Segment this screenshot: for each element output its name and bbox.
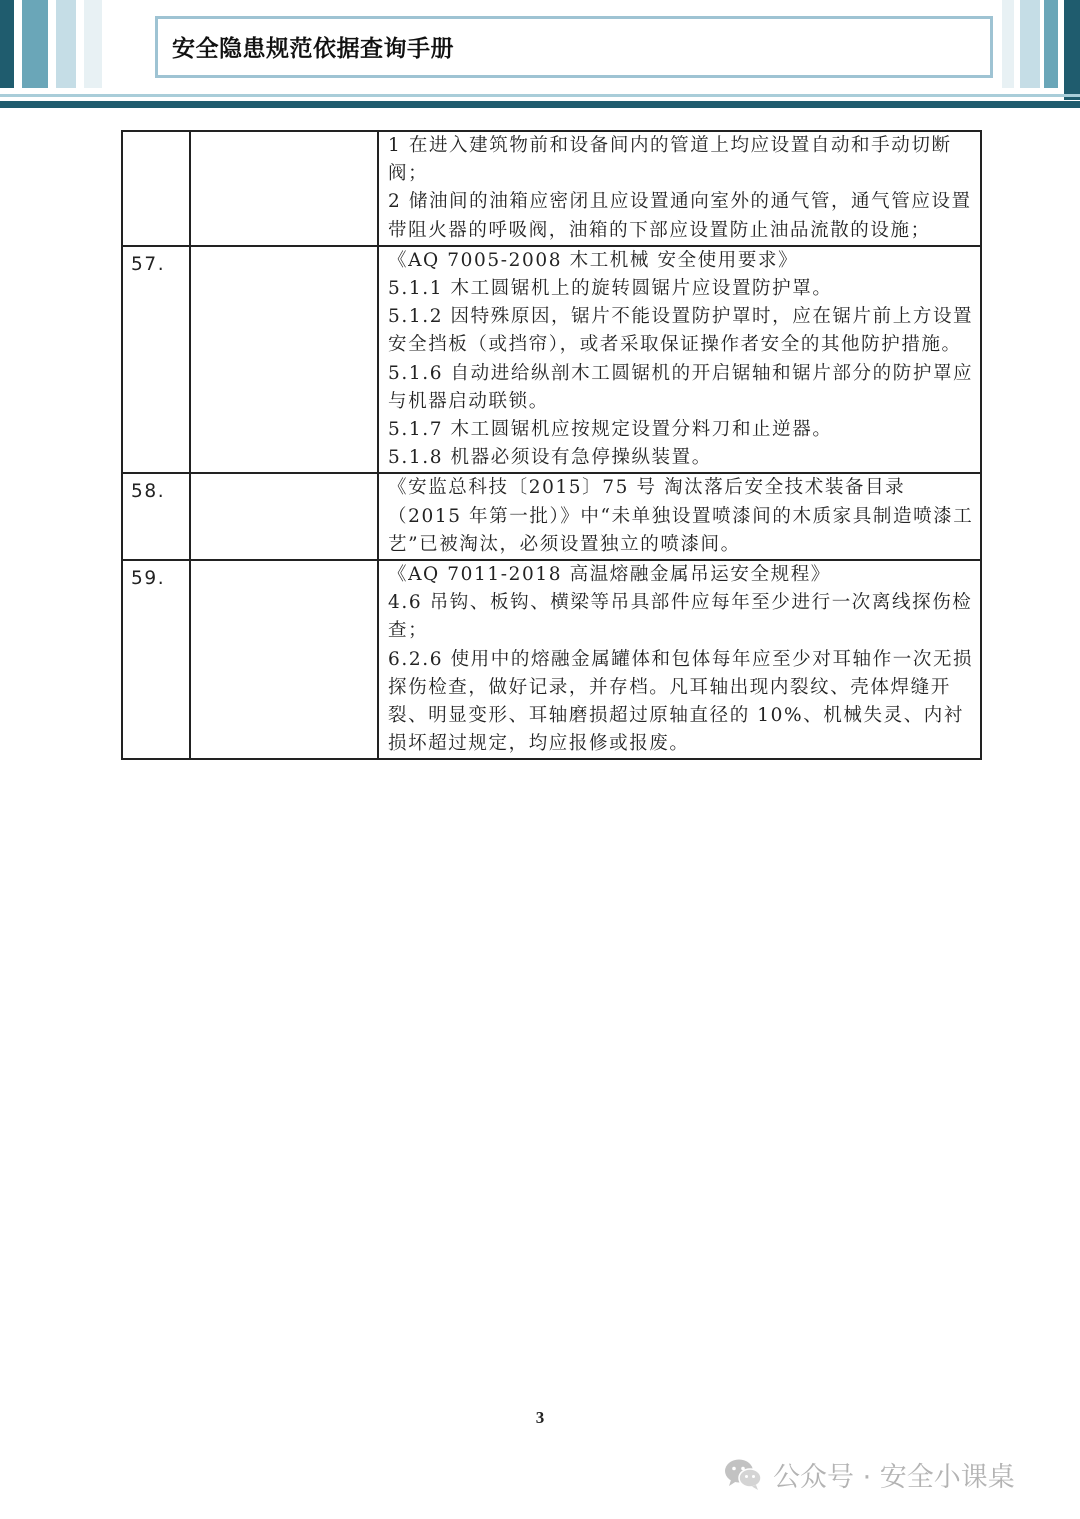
basis-clause: 1 在进入建筑物前和设备间内的管道上均应设置自动和手动切断阀； <box>388 135 952 185</box>
page-number: 3 <box>535 1408 545 1427</box>
basis-clause: 2 储油间的油箱应密闭且应设置通向室外的通气管，通气管应设置带阻火器的呼吸阀，油箱的下部应设置防止油品流散的设施； <box>388 191 972 241</box>
basis-clause: 6.2.6 使用中的熔融金属罐体和包体每年应至少对耳轴作一次无损探伤检查，做好记录，并存档。凡耳轴出现内裂纹、壳体焊缝开裂、明显变形、耳轴磨损超过原轴直径的 10%、机械失灵、内衬损坏超过规定，均应报修或报废。 <box>388 648 974 755</box>
basis-cell <box>378 131 981 246</box>
table-row <box>122 246 981 474</box>
row-number-cell: 58. <box>122 473 190 560</box>
table-row <box>122 473 981 560</box>
basis-clause: 5.1.8 机器必须设有急停操纵装置。 <box>388 447 712 469</box>
watermark-text: 公众号 · 安全小课桌 <box>773 1461 1015 1493</box>
hazard-item-cell <box>190 246 378 474</box>
basis-clause: 4.6 吊钩、板钩、横梁等吊具部件应每年至少进行一次离线探伤检查； <box>388 592 973 642</box>
header-stripes-right <box>990 0 1080 100</box>
regulation-table-body <box>122 131 981 759</box>
basis-clause: 5.1.1 木工圆锯机上的旋转圆锯片应设置防护罩。 <box>388 278 833 300</box>
basis-clause: 《安监总科技〔2015〕75 号 淘汰落后安全技术装备目录（2015 年第一批）》中“未单独设置喷漆间的木质家具制造喷漆工艺”已被淘汰，必须设置独立的喷漆间。 <box>388 477 974 555</box>
wechat-icon <box>723 1456 763 1492</box>
basis-clause: 5.1.6 自动进给纵剖木工圆锯机的开启锯轴和锯片部分的防护罩应与机器启动联锁。 <box>388 362 974 412</box>
basis-cell <box>378 560 981 759</box>
header-rule-light <box>0 94 1080 97</box>
row-number-cell: 59. <box>122 560 190 759</box>
table-row <box>122 131 981 246</box>
regulation-table <box>121 130 982 760</box>
table-row <box>122 560 981 759</box>
basis-clause: 《AQ 7011-2018 高温熔融金属吊运安全规程》 <box>388 564 831 586</box>
row-number-cell: 57. <box>122 246 190 474</box>
header-stripes-left <box>0 0 160 88</box>
hazard-item-cell <box>190 473 378 560</box>
document-title: 安全隐患规范依据查询手册 <box>172 36 454 62</box>
header-rule-dark <box>0 101 1080 108</box>
basis-cell <box>378 246 981 474</box>
header-title-box <box>155 16 993 78</box>
basis-cell <box>378 473 981 560</box>
row-number-cell <box>122 131 190 246</box>
hazard-item-cell <box>190 131 378 246</box>
basis-clause: 5.1.2 因特殊原因，锯片不能设置防护罩时，应在锯片前上方设置安全挡板（或挡帘），或者采取保证操作者安全的其他防护措施。 <box>388 306 974 356</box>
basis-clause: 5.1.7 木工圆锯机应按规定设置分料刀和止逆器。 <box>388 419 833 441</box>
page-header <box>0 0 1080 110</box>
watermark <box>723 1452 1015 1496</box>
hazard-item-cell <box>190 560 378 759</box>
basis-clause: 《AQ 7005-2008 木工机械 安全使用要求》 <box>388 249 799 271</box>
